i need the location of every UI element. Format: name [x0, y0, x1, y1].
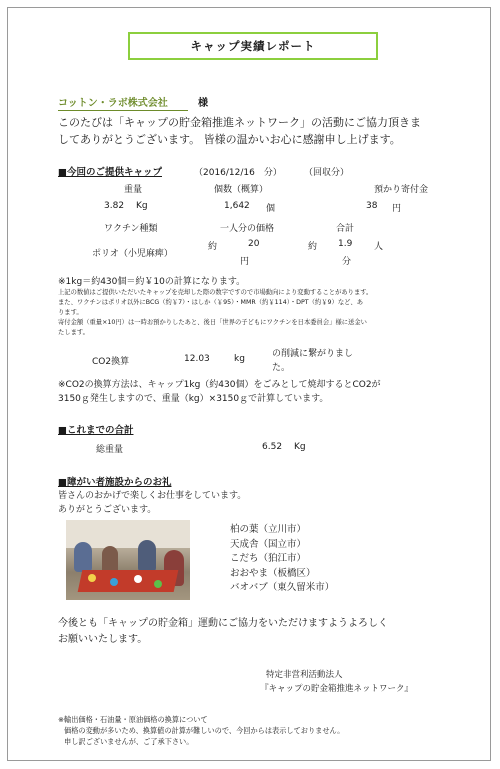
cumulative-value: 6.52: [262, 442, 283, 452]
price-prefix: 約: [208, 242, 218, 252]
signature: [260, 668, 413, 696]
signature-line: 特定非営利活動法人: [266, 670, 343, 680]
weight-unit: Kg: [136, 201, 148, 211]
report-title: キャップ実績レポート: [128, 32, 378, 60]
co2-note-line: ※CO2の換算方法は、キャップ1kg（約430個）をごみとして焼却するとCO2が: [58, 380, 381, 390]
total-value: 1.9: [338, 239, 353, 249]
count-header: 個数（概算）: [214, 185, 269, 195]
vaccine-type-header: ワクチン種類: [104, 224, 158, 234]
footer-line: 申し訳ございませんが、ご了承下さい。: [64, 737, 194, 746]
co2-note: [58, 378, 381, 406]
current-heading: ■今回のご提供キャップ: [58, 167, 162, 178]
co2-label: CO2換算: [92, 357, 130, 367]
small-note-line: 寄付金額（重量×10円）は一時お預かりしたあと、後日「世界の子どもにワクチンを日本委員会」様に送金い: [58, 319, 367, 326]
closing-text: [58, 616, 388, 648]
workshop-photo: [66, 520, 190, 600]
facility-item: こだち（狛江市）: [230, 553, 307, 564]
closing-line: 今後とも「キャップの貯金箱」運動にご協力をいただけますようよろしく: [58, 618, 388, 629]
price-unit: 円: [240, 257, 250, 267]
donation-value: 38: [366, 201, 378, 211]
co2-value: 12.03: [184, 354, 210, 364]
co2-unit: kg: [234, 354, 245, 364]
company-name: コットン・ラボ株式会社: [58, 94, 188, 111]
thanks-message: [58, 489, 246, 517]
thanks-line: ありがとうございます。: [58, 505, 157, 515]
facility-item: 柏の葉（立川市）: [230, 524, 307, 535]
collection-label: （回収分）: [304, 168, 350, 178]
co2-note-line: 3150ｇ発生しますので、重量（kg）×3150ｇで計算しています。: [58, 394, 329, 404]
closing-line: お願いいたします。: [58, 634, 148, 645]
honorific: 様: [198, 98, 208, 109]
cumulative-label: 総重量: [96, 445, 124, 455]
report-page: [7, 7, 491, 761]
vaccine-type: ポリオ（小児麻痺）: [92, 249, 173, 259]
small-notes: [58, 288, 448, 338]
facility-list: [230, 523, 334, 596]
facility-item: バオバブ（東久留米市）: [230, 582, 335, 593]
weight-value: 3.82: [104, 201, 125, 211]
small-note-line: ります。: [58, 309, 83, 316]
donation-unit: 円: [392, 204, 402, 214]
count-unit: 個: [266, 204, 276, 214]
co2-result-1: の削減に繋がりまし: [272, 349, 354, 359]
intro-text: [58, 114, 478, 148]
donation-header: 預かり寄付金: [374, 185, 429, 195]
intro-line: このたびは「キャップの貯金箱推進ネットワーク」の活動にご協力頂きま: [58, 116, 421, 129]
total-unit-2: 分: [342, 257, 352, 267]
vaccine-price-header: 一人分の価格: [220, 224, 275, 234]
footer-line: 価格の変動が多いため、換算値の計算が難しいので、今回からは表示しておりません。: [64, 726, 345, 735]
small-note-line: たします。: [58, 329, 89, 336]
intro-line: してありがとうございます。 皆様の温かいお心に感謝申し上げます。: [58, 133, 401, 146]
small-note-line: 上記の数値はご提供いただいたキャップを売却した際の数字ですので市場動向により変動することがあります。: [58, 289, 373, 296]
footer-note: [58, 714, 344, 747]
cumulative-unit: Kg: [294, 442, 306, 452]
price-value: 20: [248, 239, 260, 249]
thanks-line: 皆さんのおかげで楽しくお仕事をしています。: [58, 491, 247, 501]
signature-line: 『キャップの貯金箱推進ネットワーク』: [260, 684, 414, 694]
co2-result-2: た。: [272, 363, 291, 373]
small-note-line: また、ワクチンはポリオ以外にBCG（約￥7）・はしか（￥95）・MMR（約￥114）・DPT（約￥9）など、あ: [58, 299, 364, 306]
total-prefix: 約: [308, 242, 318, 252]
footer-line: ※輸出価格・石油量・原油価格の換算について: [58, 715, 208, 724]
current-date: （2016/12/16 分）: [194, 168, 282, 178]
facility-item: 天成舎（国立市）: [230, 538, 307, 550]
facility-item: おおやま（板橋区）: [230, 567, 316, 579]
total-unit-1: 人: [374, 242, 384, 252]
count-value: 1,642: [224, 201, 250, 211]
cumulative-heading: ■これまでの合計: [58, 425, 134, 436]
weight-header: 重量: [124, 185, 143, 195]
thanks-heading: ■障がい者施設からのお礼: [58, 477, 172, 488]
vaccine-total-header: 合計: [336, 224, 355, 234]
conversion-note: ※1kg＝約430個＝約￥10の計算になります。: [58, 277, 246, 287]
